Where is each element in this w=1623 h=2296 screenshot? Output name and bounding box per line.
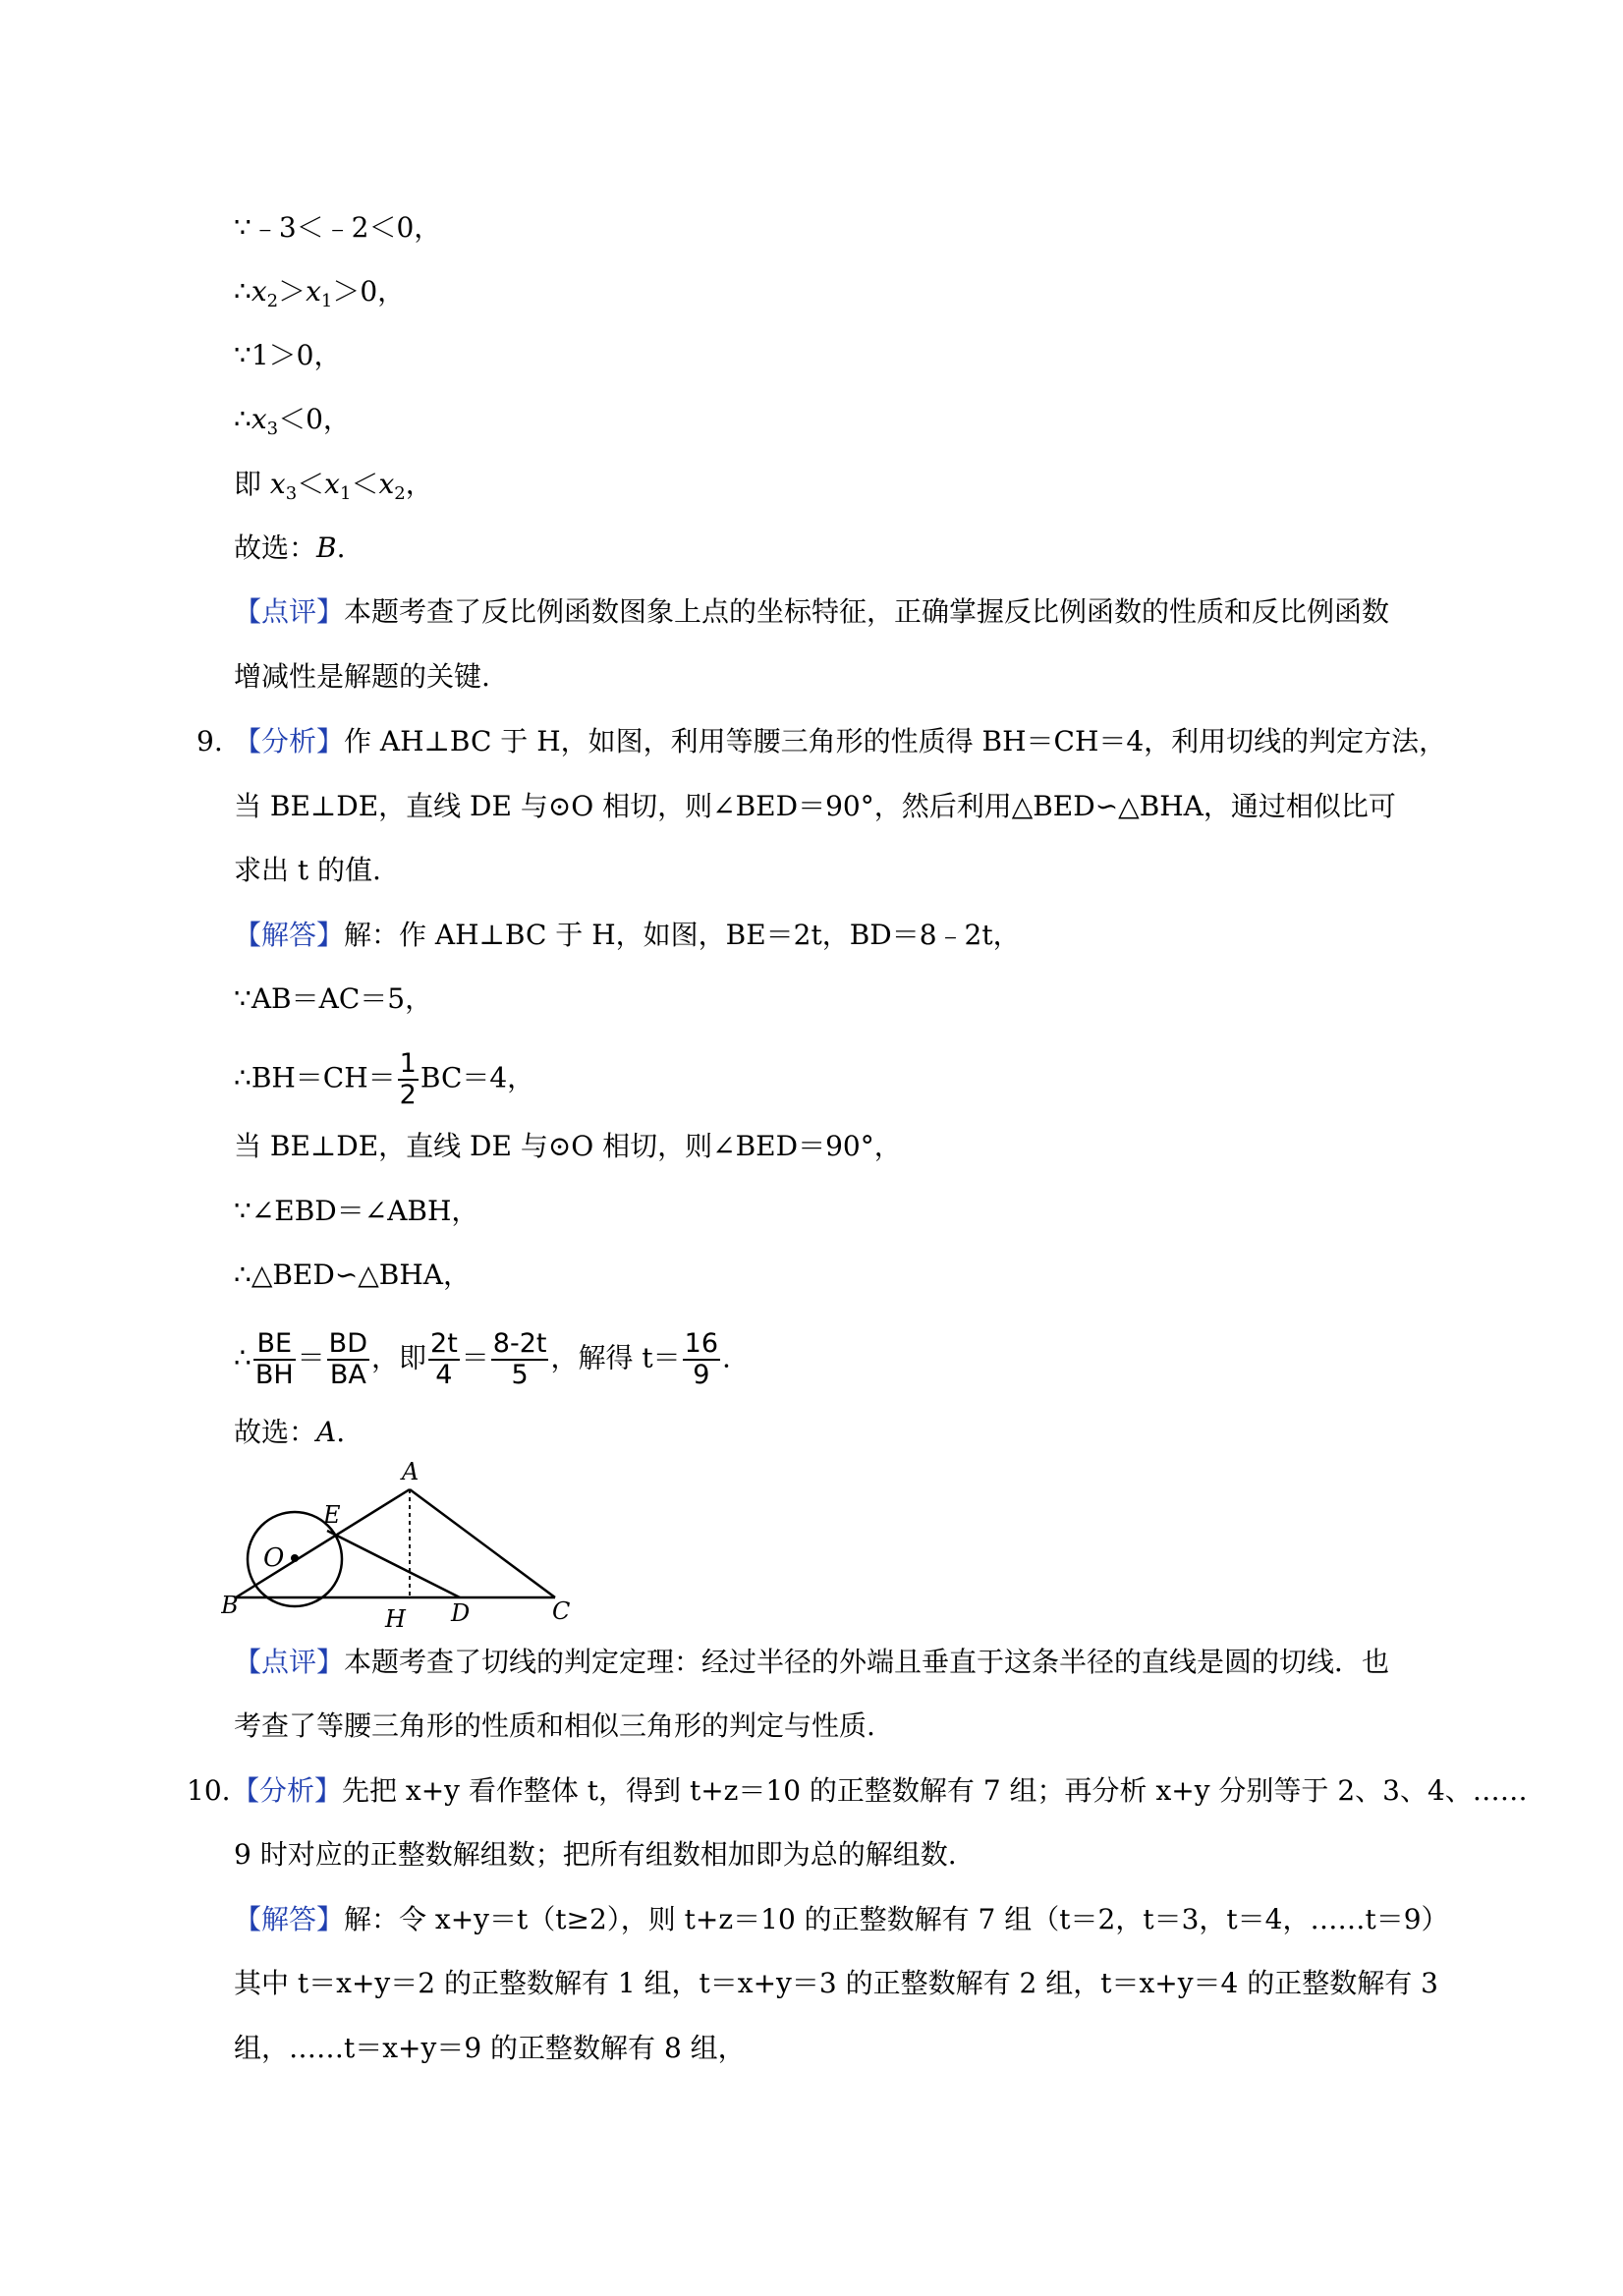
- subscript: 3: [266, 419, 279, 439]
- review-tag: 【点评】: [234, 595, 345, 628]
- text-line: [234, 1049, 534, 1110]
- text: 其中 t＝x+y＝2 的正整数解有 1 组，t＝x+y＝3 的正整数解有 2 组，t＝x+y＝4 的正整数解有 3: [234, 1967, 1438, 1999]
- review-line: [234, 1643, 1389, 1682]
- text: ∴: [234, 1341, 252, 1374]
- text: 本题考查了反比例函数图象上点的坐标特征，正确掌握反比例函数的性质和反比例函数: [344, 595, 1390, 628]
- label-e: E: [323, 1501, 341, 1529]
- denominator: BA: [329, 1360, 366, 1390]
- text-line: [234, 1835, 957, 1875]
- text: 故选：: [234, 1416, 317, 1448]
- text: 故选：: [234, 532, 317, 564]
- text: 当 BE⊥DE，直线 DE 与⊙O 相切，则∠BED＝90°，: [234, 1130, 902, 1162]
- numerator: 8-2t: [492, 1328, 547, 1359]
- denominator: 4: [435, 1360, 453, 1390]
- text: 求出 t 的值.: [234, 854, 381, 886]
- subscript: 3: [285, 483, 298, 504]
- text: 组，……t＝x+y＝9 的正整数解有 8 组，: [234, 2032, 746, 2064]
- numerator: 1: [399, 1048, 417, 1079]
- text: ∵∠EBD＝∠ABH，: [234, 1195, 479, 1227]
- answer-letter: B: [316, 532, 337, 564]
- analysis-line: [234, 722, 1446, 761]
- subscript: 2: [266, 291, 279, 311]
- var: x: [269, 468, 286, 500]
- text-line: [234, 657, 490, 697]
- text: 即: [234, 468, 270, 500]
- var: x: [324, 468, 340, 500]
- answer-tag: 【解答】: [234, 919, 345, 951]
- fraction-be-bh: [253, 1329, 296, 1390]
- subscript: 1: [320, 291, 333, 311]
- text: ＞: [278, 275, 307, 308]
- text-line: [234, 465, 433, 514]
- denominator: 2: [399, 1080, 417, 1110]
- denominator: BH: [254, 1360, 294, 1390]
- text-line: [234, 2029, 746, 2068]
- text-line: [234, 272, 405, 321]
- text-line: [234, 208, 441, 248]
- review-tag: 【点评】: [234, 1646, 345, 1678]
- analysis-line: [232, 1771, 1528, 1811]
- text: .: [336, 1416, 346, 1448]
- text: 增减性是解题的关键.: [234, 660, 490, 693]
- text: ∴: [234, 403, 252, 435]
- subscript: 2: [394, 483, 406, 504]
- text-line: [234, 787, 1396, 826]
- fraction-8-2t-5: [491, 1329, 549, 1390]
- text: 考查了等腰三角形的性质和相似三角形的判定与性质.: [234, 1709, 875, 1742]
- text-line: [234, 851, 381, 890]
- answer-letter: A: [316, 1416, 337, 1448]
- text: ＞0，: [332, 275, 406, 308]
- var: x: [251, 403, 267, 435]
- fraction-half: [398, 1049, 419, 1110]
- label-c: C: [552, 1597, 571, 1625]
- numerator: 2t: [430, 1328, 458, 1359]
- text: ∴: [234, 275, 252, 308]
- text: ，解得 t＝: [550, 1341, 681, 1374]
- text-line: [234, 1256, 471, 1295]
- text: .: [336, 532, 346, 564]
- geometry-figure: [221, 1454, 585, 1641]
- numerator: BD: [328, 1328, 367, 1359]
- numerator: BE: [253, 1329, 296, 1361]
- text: BC＝4，: [420, 1061, 535, 1094]
- text-line: [234, 980, 432, 1019]
- text: ∵﹣3＜﹣2＜0，: [234, 211, 442, 244]
- text-line: [234, 1127, 902, 1166]
- text-line: [234, 1192, 478, 1231]
- answer-line: [234, 916, 1021, 955]
- fraction-16-9: [683, 1329, 720, 1390]
- text: 解：作 AH⊥BC 于 H，如图，BE＝2t，BD＝8﹣2t，: [344, 919, 1021, 951]
- var: x: [251, 275, 267, 308]
- text-line: [234, 1413, 345, 1452]
- text: 当 BE⊥DE，直线 DE 与⊙O 相切，则∠BED＝90°，然后利用△BED∽△BHA，通过相似比可: [234, 790, 1396, 822]
- text: ∵1＞0，: [234, 339, 342, 371]
- text: ＜0，: [278, 403, 351, 435]
- answer-tag: 【解答】: [234, 1903, 345, 1935]
- subscript: 1: [339, 483, 352, 504]
- text-line: [234, 1964, 1438, 2003]
- text-line: [234, 529, 346, 568]
- var: x: [306, 275, 321, 308]
- analysis-tag: 【分析】: [234, 725, 345, 757]
- label-a: A: [402, 1458, 420, 1485]
- text: .: [722, 1341, 731, 1374]
- text: ∴△BED∽△BHA，: [234, 1259, 472, 1291]
- question-number: 10.: [187, 1774, 231, 1807]
- label-d: D: [451, 1599, 471, 1627]
- denominator: 5: [511, 1360, 529, 1390]
- text: 本题考查了切线的判定定理：经过半径的外端且垂直于这条半径的直线是圆的切线．也: [344, 1646, 1390, 1678]
- var: x: [378, 468, 395, 500]
- text: ∴BH＝CH＝: [234, 1061, 396, 1094]
- label-h: H: [385, 1605, 406, 1633]
- text: 先把 x+y 看作整体 t，得到 t+z＝10 的正整数解有 7 组；再分析 x+y 分别等于 2、3、4、……: [342, 1774, 1528, 1807]
- answer-line: [234, 1900, 1449, 1939]
- denominator: 9: [693, 1360, 710, 1390]
- equation-line: [234, 1329, 731, 1390]
- text-line: [234, 400, 351, 449]
- text: ，: [405, 468, 433, 500]
- numerator: 16: [684, 1328, 718, 1359]
- label-o: O: [263, 1543, 285, 1573]
- label-b: B: [221, 1592, 239, 1619]
- text: ＝: [297, 1341, 325, 1374]
- fraction-bd-ba: [327, 1329, 369, 1390]
- text: ＜: [351, 468, 379, 500]
- text: ∵AB＝AC＝5，: [234, 982, 433, 1015]
- text-line: [234, 1707, 875, 1746]
- fraction-2t-4: [428, 1329, 460, 1390]
- text: 9 时对应的正整数解组数；把所有组数相加即为总的解组数.: [234, 1838, 957, 1871]
- text: ＜: [297, 468, 325, 500]
- text: ＝: [461, 1341, 489, 1374]
- text: 解：令 x+y＝t（t≥2），则 t+z＝10 的正整数解有 7 组（t＝2，t＝3，t＝4，……t＝9）: [344, 1903, 1449, 1935]
- segment-ed: [327, 1531, 460, 1597]
- text-line: [234, 336, 341, 375]
- segment-ac: [410, 1489, 555, 1597]
- text: ，即: [371, 1341, 427, 1374]
- analysis-tag: 【分析】: [232, 1774, 343, 1807]
- review-line: [234, 592, 1389, 632]
- text: 作 AH⊥BC 于 H，如图，利用等腰三角形的性质得 BH＝CH＝4，利用切线的判定方法，: [344, 725, 1447, 757]
- question-number: 9.: [196, 725, 223, 757]
